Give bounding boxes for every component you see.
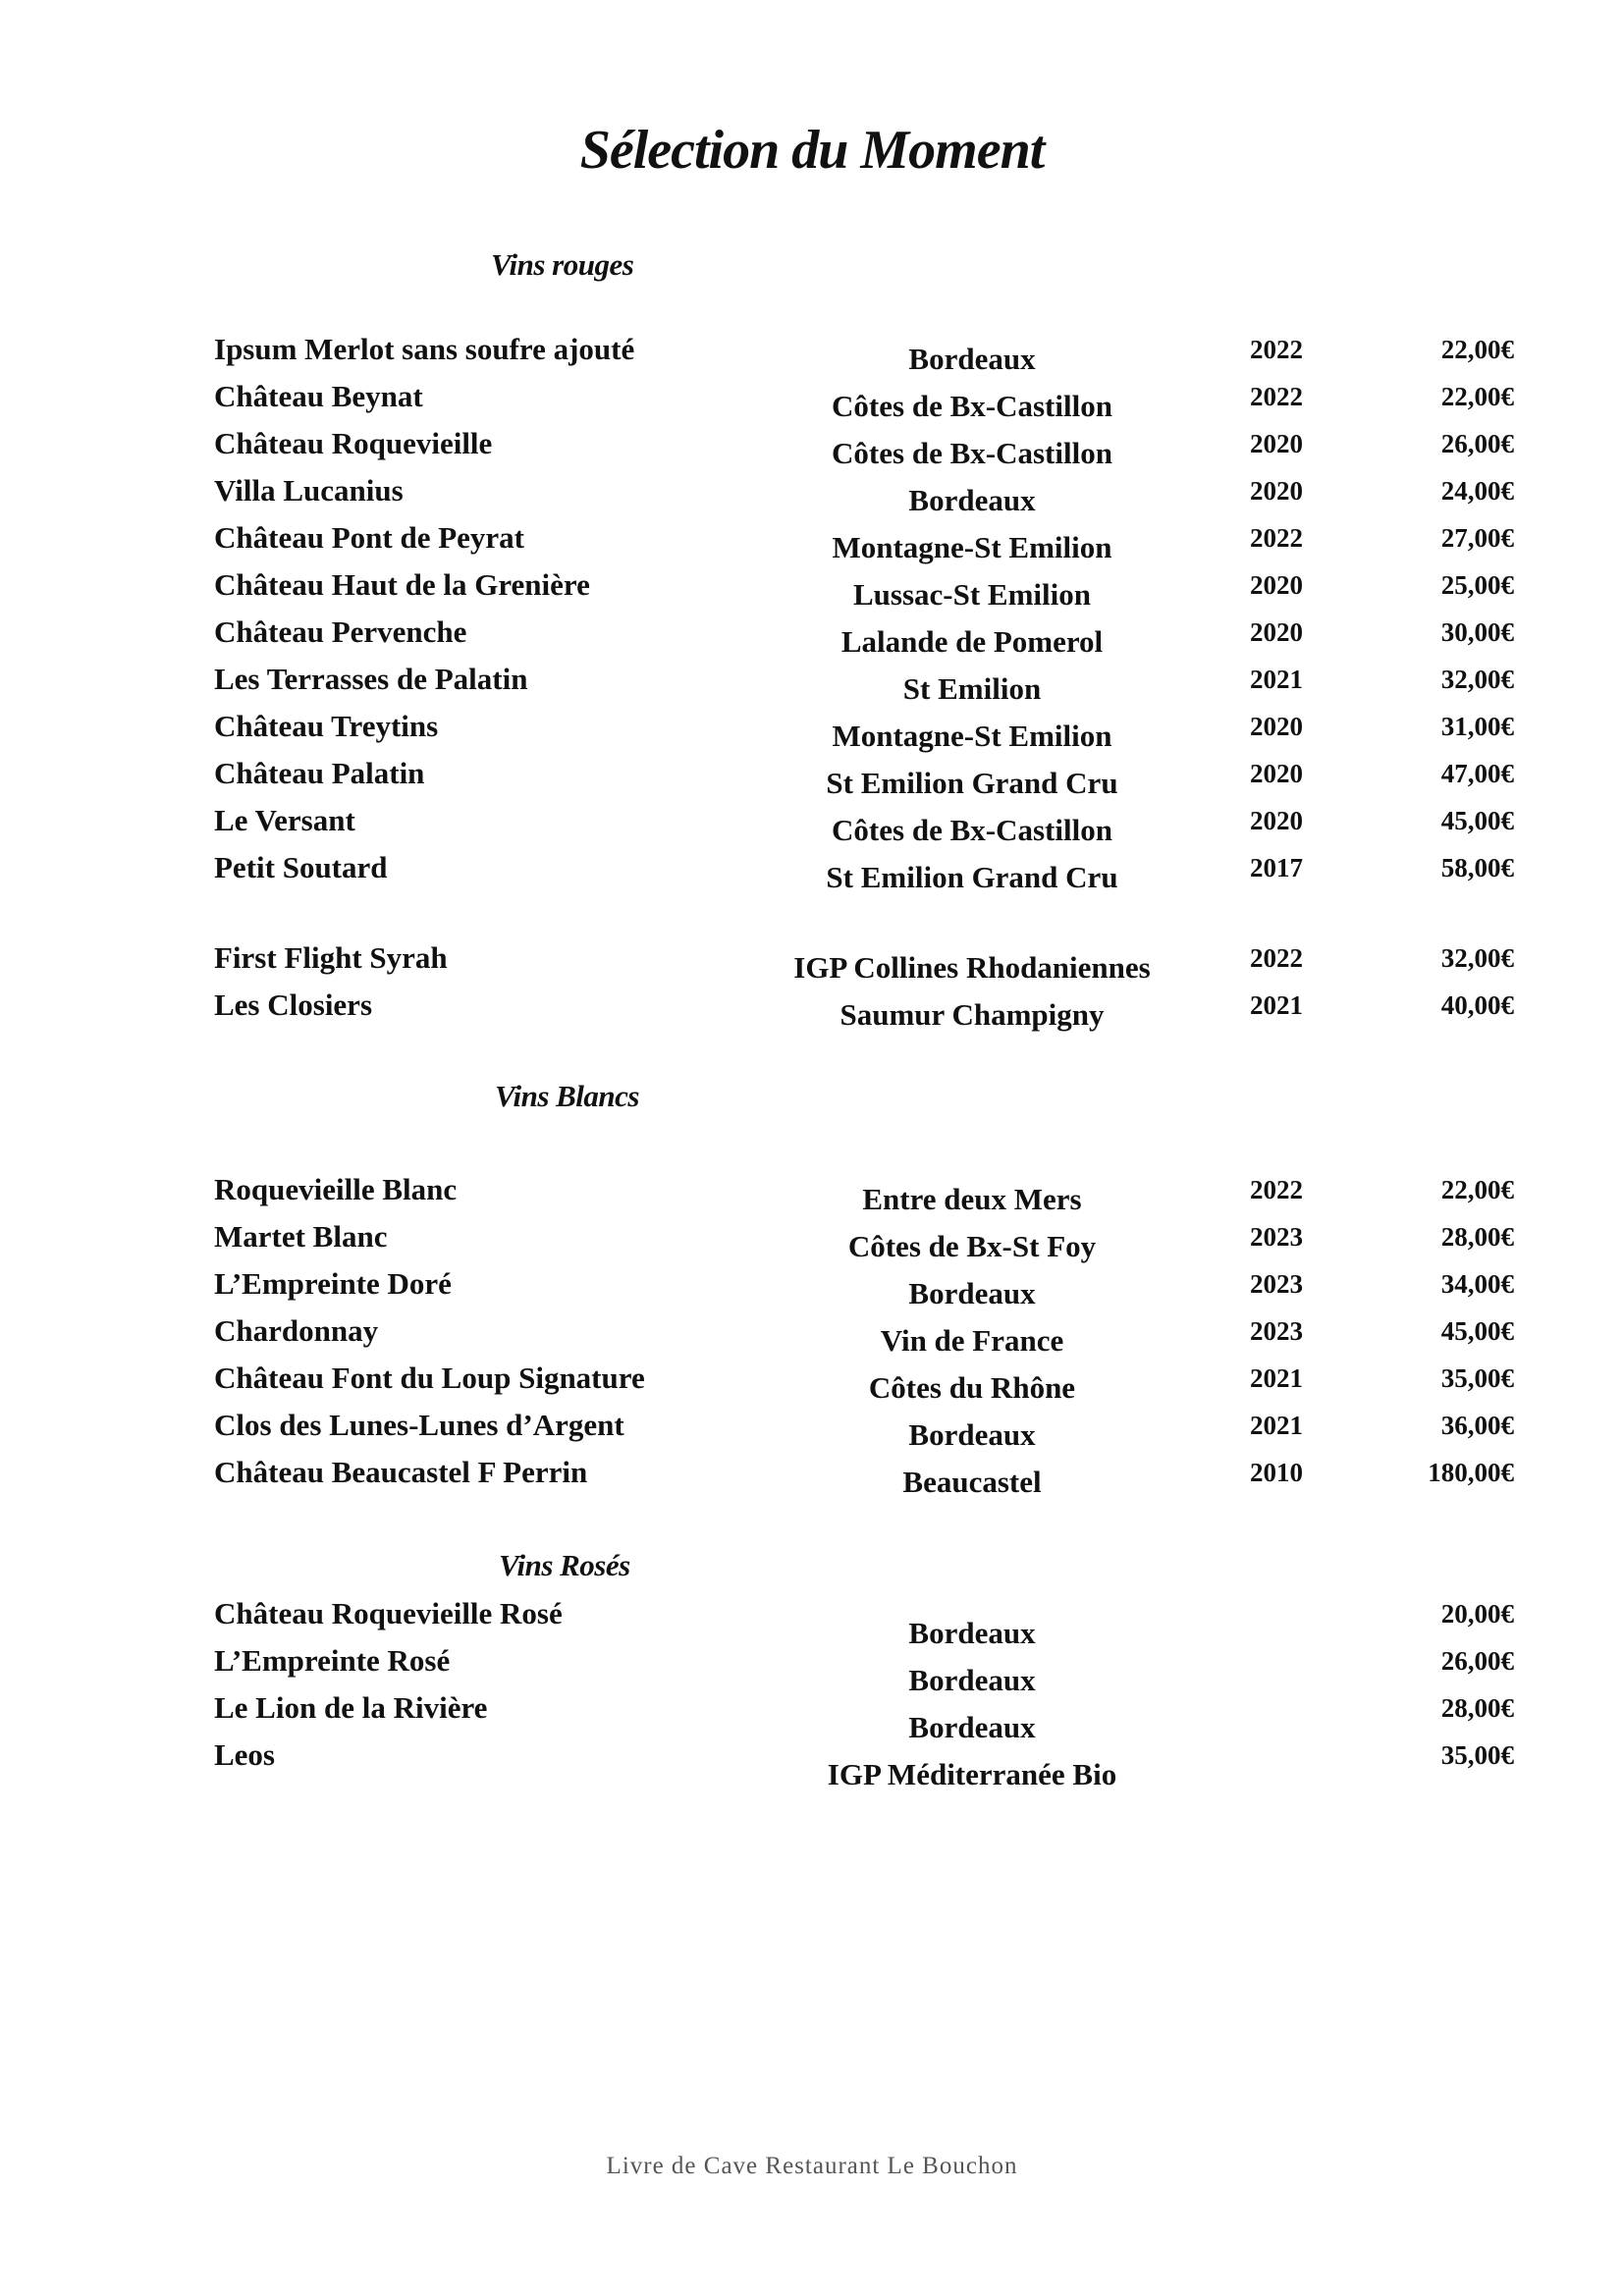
wine-price: 35,00€ xyxy=(1440,1740,1514,1770)
wine-appellation: Lalande de Pomerol xyxy=(840,624,1104,659)
wine-price: 28,00€ xyxy=(1440,1693,1514,1723)
wine-vintage: 2010 xyxy=(1250,1458,1303,1487)
wine-row xyxy=(0,801,1624,848)
wine-vintage: 2022 xyxy=(1250,335,1303,364)
wine-name: Château Beynat xyxy=(214,379,423,413)
wine-name: L’Empreinte Doré xyxy=(214,1266,452,1301)
wine-name: Les Closiers xyxy=(214,988,373,1022)
wine-appellation: Bordeaux xyxy=(908,1710,1036,1744)
wine-vintage: 2022 xyxy=(1250,1175,1303,1204)
wine-vintage: 2023 xyxy=(1250,1269,1303,1299)
wine-appellation: St Emilion Grand Cru xyxy=(826,766,1118,800)
wine-row xyxy=(0,660,1624,707)
wine-vintage: 2023 xyxy=(1250,1222,1303,1252)
wine-name: Roquevieille Blanc xyxy=(214,1172,458,1206)
wine-price: 35,00€ xyxy=(1440,1363,1514,1393)
wine-appellation: Vin de France xyxy=(880,1323,1064,1358)
wine-price: 22,00€ xyxy=(1440,382,1514,411)
section-heading-rouges: Vins rouges xyxy=(491,247,634,282)
wine-name: Le Versant xyxy=(214,803,355,837)
wine-price: 40,00€ xyxy=(1440,990,1514,1020)
wine-vintage: 2020 xyxy=(1250,712,1303,741)
wine-name: Château Haut de la Grenière xyxy=(214,567,590,602)
wine-appellation: Saumur Champigny xyxy=(839,997,1105,1032)
wine-vintage: 2017 xyxy=(1250,853,1303,882)
wine-price: 26,00€ xyxy=(1440,1646,1514,1676)
wine-vintage: 2022 xyxy=(1250,943,1303,973)
wine-name: Leos xyxy=(214,1737,275,1772)
wine-name: Ipsum Merlot sans soufre ajouté xyxy=(214,332,635,366)
wine-row xyxy=(0,1170,1624,1217)
wine-appellation: Côtes de Bx-Castillon xyxy=(832,389,1112,423)
wine-name: Clos des Lunes-Lunes d’Argent xyxy=(214,1408,624,1442)
wine-name: Le Lion de la Rivière xyxy=(214,1690,488,1725)
wine-vintage: 2021 xyxy=(1250,665,1303,694)
wine-name: Château Roquevieille Rosé xyxy=(214,1596,563,1630)
wine-row xyxy=(0,330,1624,377)
wine-price: 24,00€ xyxy=(1440,476,1514,506)
wine-price: 32,00€ xyxy=(1440,665,1514,694)
wine-vintage: 2022 xyxy=(1250,523,1303,553)
wine-appellation: Bordeaux xyxy=(908,483,1036,517)
section-heading-roses: Vins Rosés xyxy=(499,1548,630,1582)
wine-price: 25,00€ xyxy=(1440,570,1514,600)
wine-price: 32,00€ xyxy=(1440,943,1514,973)
wine-appellation: Côtes du Rhône xyxy=(868,1370,1076,1405)
wine-name: Château Roquevieille xyxy=(214,426,493,460)
wine-row xyxy=(0,1641,1624,1697)
wine-vintage: 2020 xyxy=(1250,759,1303,788)
wine-price: 27,00€ xyxy=(1440,523,1514,553)
wine-vintage: 2020 xyxy=(1250,570,1303,600)
wine-name: Château Pont de Peyrat xyxy=(214,520,524,555)
wine-row xyxy=(0,1735,1624,1791)
wine-row xyxy=(0,1264,1624,1311)
wine-appellation: Entre deux Mers xyxy=(862,1182,1082,1216)
wine-price: 58,00€ xyxy=(1440,853,1514,882)
wine-appellation: Bordeaux xyxy=(908,1663,1036,1697)
wine-appellation: Côtes de Bx-Castillon xyxy=(832,813,1112,847)
wine-name: Château Treytins xyxy=(214,709,439,743)
wine-price: 31,00€ xyxy=(1440,712,1514,741)
wine-row xyxy=(0,986,1624,1033)
wine-price: 45,00€ xyxy=(1440,1316,1514,1346)
wine-appellation: IGP Collines Rhodaniennes xyxy=(793,950,1151,985)
wine-price: 22,00€ xyxy=(1440,1175,1514,1204)
wine-row xyxy=(0,1453,1624,1500)
wine-name: Château Font du Loup Signature xyxy=(214,1361,645,1395)
wine-price: 34,00€ xyxy=(1440,1269,1514,1299)
wine-vintage: 2021 xyxy=(1250,1363,1303,1393)
wine-appellation: St Emilion xyxy=(902,671,1042,706)
wine-row xyxy=(0,1406,1624,1453)
wine-name: L’Empreinte Rosé xyxy=(214,1643,451,1678)
wine-price: 180,00€ xyxy=(1428,1458,1514,1487)
wine-appellation: Beaucastel xyxy=(902,1465,1042,1499)
wine-name: Villa Lucanius xyxy=(214,473,404,507)
wine-appellation: Côtes de Bx-Castillon xyxy=(832,436,1112,470)
wine-row xyxy=(0,1688,1624,1744)
wine-vintage: 2020 xyxy=(1250,617,1303,647)
wine-row xyxy=(0,938,1624,986)
wine-name: Petit Soutard xyxy=(214,850,388,884)
wine-appellation: Montagne-St Emilion xyxy=(832,719,1112,753)
wine-vintage: 2023 xyxy=(1250,1316,1303,1346)
wine-name: Chardonnay xyxy=(214,1313,379,1348)
wine-name: Les Terrasses de Palatin xyxy=(214,662,528,696)
wine-price: 28,00€ xyxy=(1440,1222,1514,1252)
wine-name: Martet Blanc xyxy=(214,1219,388,1254)
wine-appellation: Lussac-St Emilion xyxy=(852,577,1092,612)
wine-row xyxy=(0,424,1624,471)
wine-name: First Flight Syrah xyxy=(214,940,448,975)
wine-appellation: St Emilion Grand Cru xyxy=(826,860,1118,894)
wine-name: Château Beaucastel F Perrin xyxy=(214,1455,588,1489)
section-heading-blancs: Vins Blancs xyxy=(495,1079,639,1113)
wine-appellation: Bordeaux xyxy=(908,1417,1036,1452)
wine-row xyxy=(0,848,1624,895)
wine-row xyxy=(0,565,1624,613)
wine-appellation: Bordeaux xyxy=(908,1616,1036,1650)
wine-appellation: Bordeaux xyxy=(908,342,1036,376)
wine-vintage: 2020 xyxy=(1250,476,1303,506)
wine-vintage: 2020 xyxy=(1250,806,1303,835)
page-title: Sélection du Moment xyxy=(579,120,1045,181)
wine-appellation: Côtes de Bx-St Foy xyxy=(847,1229,1097,1263)
wine-vintage: 2022 xyxy=(1250,382,1303,411)
wine-price: 30,00€ xyxy=(1440,617,1514,647)
wine-row xyxy=(0,707,1624,754)
wine-price: 20,00€ xyxy=(1440,1599,1514,1629)
wine-price: 45,00€ xyxy=(1440,806,1514,835)
wine-appellation: IGP Méditerranée Bio xyxy=(827,1757,1117,1791)
wine-vintage: 2021 xyxy=(1250,990,1303,1020)
wine-row xyxy=(0,1311,1624,1359)
wine-row xyxy=(0,754,1624,801)
wine-price: 26,00€ xyxy=(1440,429,1514,458)
wine-price: 22,00€ xyxy=(1440,335,1514,364)
wine-name: Château Palatin xyxy=(214,756,425,790)
wine-row xyxy=(0,471,1624,518)
page-footer: Livre de Cave Restaurant Le Bouchon xyxy=(606,2153,1018,2179)
wine-row xyxy=(0,377,1624,424)
wine-appellation: Bordeaux xyxy=(908,1276,1036,1310)
wine-row xyxy=(0,613,1624,660)
wine-vintage: 2021 xyxy=(1250,1411,1303,1440)
wine-name: Château Pervenche xyxy=(214,614,467,649)
wine-row xyxy=(0,1217,1624,1264)
wine-row xyxy=(0,1594,1624,1650)
wine-price: 47,00€ xyxy=(1440,759,1514,788)
wine-row xyxy=(0,518,1624,565)
wine-vintage: 2020 xyxy=(1250,429,1303,458)
wine-appellation: Montagne-St Emilion xyxy=(832,530,1112,564)
wine-price: 36,00€ xyxy=(1440,1411,1514,1440)
wine-row xyxy=(0,1359,1624,1406)
